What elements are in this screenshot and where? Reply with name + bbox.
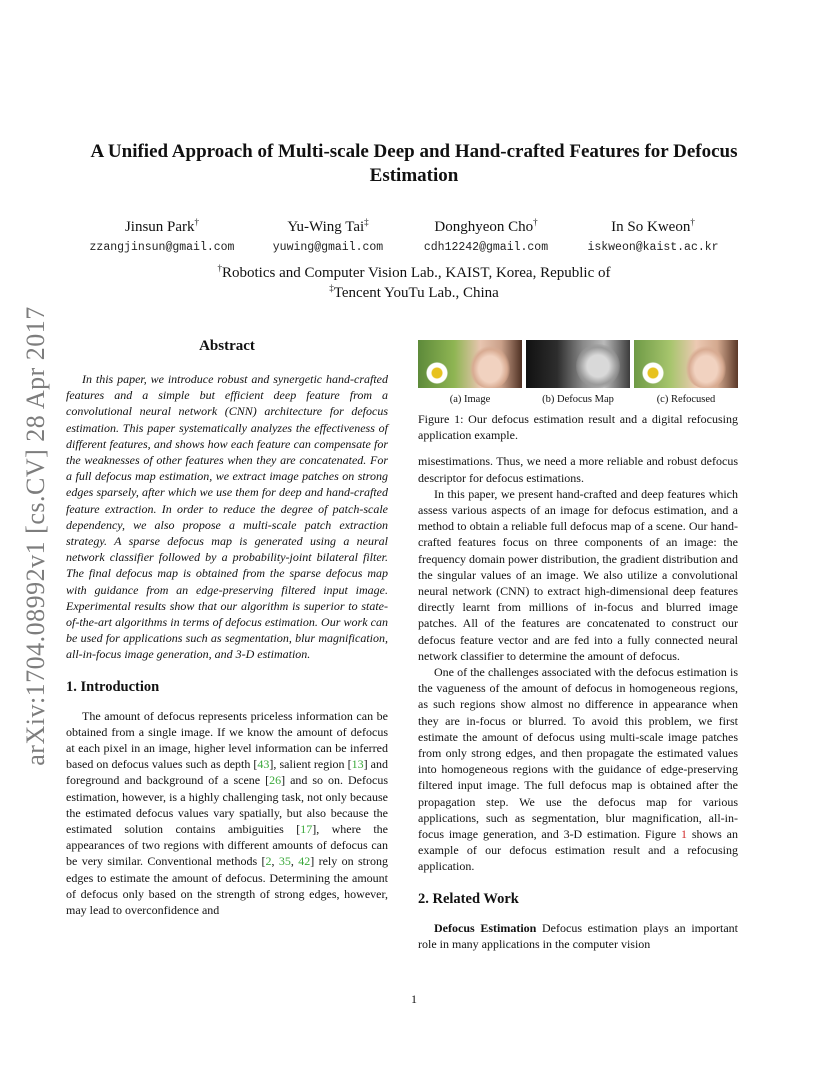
citation-link[interactable]: 13 — [351, 757, 364, 772]
citation-link[interactable]: 35 — [278, 854, 291, 869]
figure-ref-link[interactable]: 1 — [681, 827, 688, 842]
subcaption-a: (a) Image — [449, 394, 491, 405]
abstract-heading: Abstract — [199, 338, 255, 354]
introduction-heading: 1. Introduction — [66, 678, 160, 695]
map-blob — [576, 344, 620, 388]
paper-title: A Unified Approach of Multi-scale Deep and Hand-crafted Features for Defocus Estimation — [90, 141, 738, 186]
author-2 — [238, 218, 418, 254]
author-name: Donghyeon Cho† — [434, 217, 538, 235]
citation-link[interactable]: 26 — [269, 773, 282, 788]
introduction-paragraph: The amount of defocus represents priceless information can be obtained from a single image. If we know the amount of defocus at each pixel in an image, higher level information can be inferred based on defocus values such as depth [43], salient region [13] and foreground and background of a scene [26] and so on. Defocus estimation, however, is a highly challenging task, not only because the estimated defocus values vary spatially, but also because the estimated solution contains ambiguities [17], where the appearances of two regions with different amounts of defocus can be very similar. Conventional methods [2, 35, 42] rely on strong edges to estimate the amount of defocus. Determining the amount of defocus only based on the strength of strong edges, however, may lead to overconfidence and — [66, 708, 388, 918]
author-email: iskweon@kaist.ac.kr — [587, 241, 719, 254]
author-4 — [563, 218, 743, 254]
citation-link[interactable]: 43 — [257, 757, 270, 772]
author-3 — [396, 218, 576, 254]
related-work-heading: 2. Related Work — [418, 890, 519, 907]
figure-1-caption: Figure 1: Our defocus estimation result and a digital refocusing application example. — [418, 412, 738, 443]
arxiv-stamp: arXiv:1704.08992v1 [cs.CV] 28 Apr 2017 — [21, 306, 50, 766]
author-email: yuwing@gmail.com — [272, 241, 384, 254]
related-work-paragraph: Defocus Estimation Defocus estimation plays an important role in many applications in the computer vision — [418, 920, 738, 951]
author-name: In So Kweon† — [611, 217, 695, 235]
author-name: Jinsun Park† — [124, 217, 200, 235]
right-paragraph-1: misestimations. Thus, we need a more reliable and robust defocus descriptor for defocus estimations. — [418, 454, 738, 485]
subfigure-captions — [418, 394, 738, 405]
author-email: cdh12242@gmail.com — [423, 241, 549, 254]
author-1 — [72, 218, 252, 254]
paragraph-lead: Defocus Estimation — [434, 920, 537, 935]
flower-shape — [642, 362, 664, 384]
affiliation-2: ‡Tencent YouTu Lab., China — [329, 283, 499, 301]
figure-1-images — [418, 340, 738, 388]
citation-link[interactable]: 17 — [300, 822, 313, 837]
page-number: 1 — [411, 992, 417, 1006]
affiliation-1: †Robotics and Computer Vision Lab., KAIST, Korea, Republic of — [217, 263, 611, 281]
author-name: Yu-Wing Tai‡ — [287, 217, 369, 235]
face-shape — [686, 346, 726, 388]
right-column — [418, 340, 738, 952]
right-paragraph-3: One of the challenges associated with the defocus estimation is the vagueness of the amount of defocus in homogeneous regions, as such regions show almost no difference in appearance when they are in-focus or blurred. To avoid this problem, we first estimate the amount of defocus using multi-scale image patches from only strong edges, and then propagate the estimated values into homogeneous regions with the guidance of edge-preserving filtered input image. The full defocus map is obtained after the propagation step. We use the defocus map for various applications, such as segmentation, blur magnification, all-in-focus image generation, and 3-D estimation. Figure 1 shows an example of our defocus estimation result and a refocusing application. — [418, 665, 738, 874]
citation-link[interactable]: 42 — [298, 854, 311, 869]
defocus-map-image — [526, 340, 630, 388]
right-paragraph-2: In this paper, we present hand-crafted and deep features which assess various aspects of an image for defocus estimation, and a method to obtain a reliable full defocus map of a scene. Our hand-crafted features focus on three components of an image: the frequency domain power distribution, the gradient distribution and the singular values of an image. We also utilize a convolutional neural network (CNN) to extract high-dimensional deep features directly learnt from millions of in-focus and blurred image patches. All of the features are concatenated to construct our defocus feature vector and are fed into a fully connected neural network classifier to determine the amount of defocus. — [418, 486, 738, 663]
author-email: zzangjinsun@gmail.com — [89, 241, 235, 254]
subcaption-c: (c) Refocused — [656, 394, 716, 405]
left-column — [66, 338, 388, 918]
flower-shape — [426, 362, 448, 384]
abstract-text: In this paper, we introduce robust and synergetic hand-crafted features and a simple but efficient deep feature from a convolutional neural network (CNN) architecture for defocus estimation. This paper systematically analyzes the effectiveness of different features, and shows how each feature can compensate for the weaknesses of other features when they are concatenated. For a full defocus map estimation, we extract image patches on strong edges sparsely, after which we use them for deep and hand-crafted feature extraction. In order to reduce the degree of patch-scale dependency, we also propose a multi-scale patch extraction strategy. A sparse defocus map is generated using a neural network classifier followed by a probability-joint bilateral filter. The final defocus map is obtained from the sparse defocus map with guidance from an edge-preserving filtered input image. Experimental results show that our algorithm is superior to state-of-the-art algorithms in terms of defocus estimation. Our work can be used for applications such as segmentation, blur magnification, all-in-focus image generation, and 3-D estimation. — [66, 372, 388, 662]
input-image — [418, 340, 522, 388]
citation-link[interactable]: 2 — [265, 854, 272, 869]
face-shape — [470, 346, 510, 388]
refocused-image — [634, 340, 738, 388]
subcaption-b: (b) Defocus Map — [542, 394, 614, 405]
